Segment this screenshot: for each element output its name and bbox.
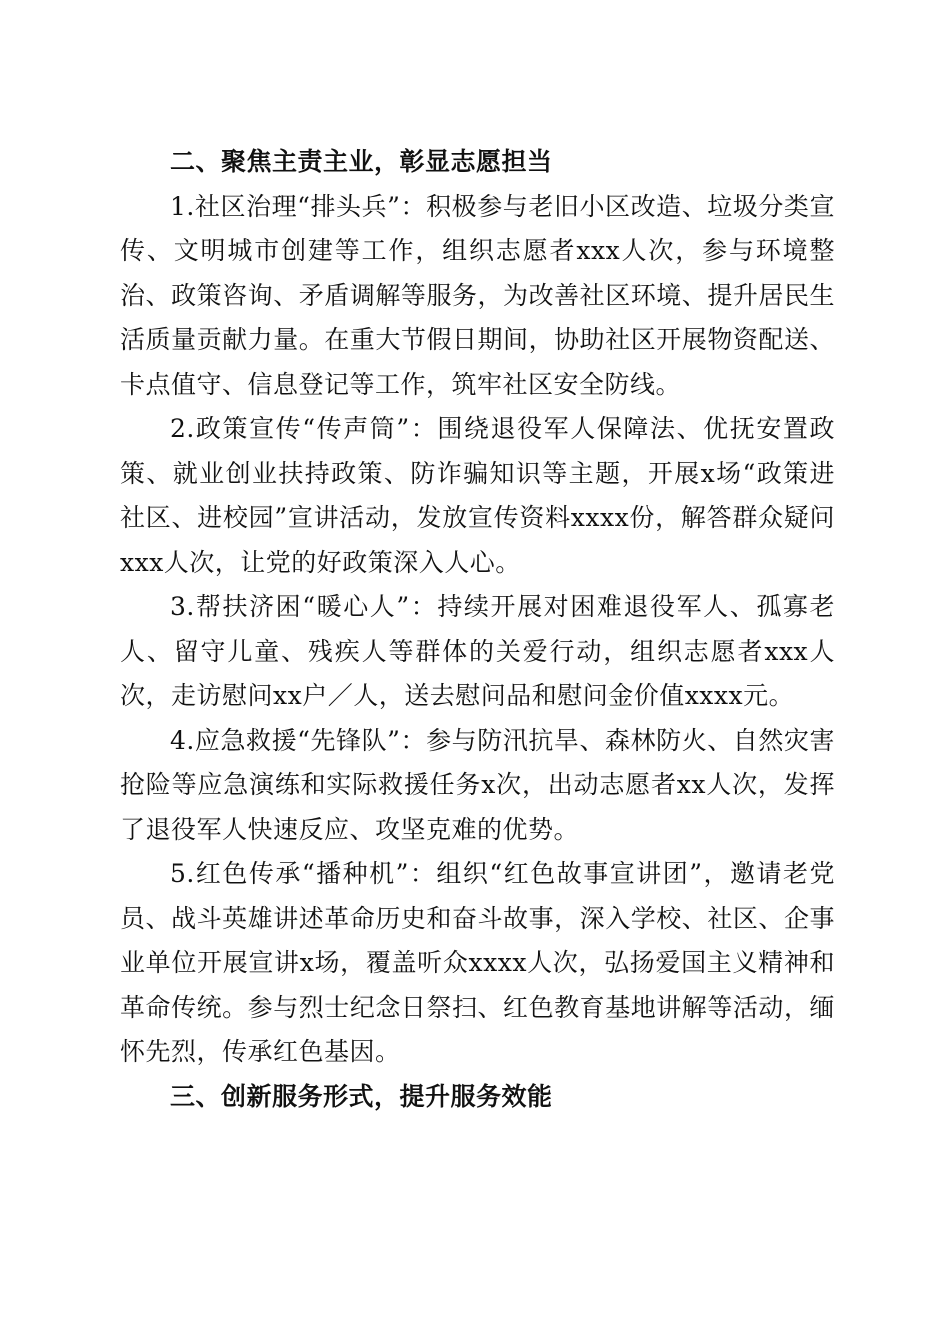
document-body <box>120 140 835 1119</box>
section-heading-3: 三、创新服务形式，提升服务效能 <box>170 1081 553 1111</box>
paragraph-community-governance: 1.社区治理“排头兵”：积极参与老旧小区改造、垃圾分类宣传、文明城市创建等工作，组织志愿者xxx人次，参与环境整治、政策咨询、矛盾调解等服务，为改善社区环境、提升居民生活质量贡献力量。在重大节假日期间，协助社区开展物资配送、卡点值守、信息登记等工作，筑牢社区安全防线。 <box>120 191 835 399</box>
paragraph-policy-publicity: 2.政策宣传“传声筒”：围绕退役军人保障法、优抚安置政策、就业创业扶持政策、防诈骗知识等主题，开展x场“政策进社区、进校园”宣讲活动，发放宣传资料xxxx份，解答群众疑问xxx人次，让党的好政策深入人心。 <box>120 414 835 577</box>
paragraph-red-heritage: 5.红色传承“播种机”：组织“红色故事宣讲团”，邀请老党员、战斗英雄讲述革命历史和奋斗故事，深入学校、社区、企事业单位开展宣讲x场，覆盖听众xxxx人次，弘扬爱国主义精神和革命传统。参与烈士纪念日祭扫、红色教育基地讲解等活动，缅怀先烈，传承红色基因。 <box>120 859 835 1066</box>
section-heading-2: 二、聚焦主责主业，彰显志愿担当 <box>170 147 553 176</box>
paragraph-assistance: 3.帮扶济困“暖心人”：持续开展对困难退役军人、孤寡老人、留守儿童、残疾人等群体的关爱行动，组织志愿者xxx人次，走访慰问xx户／人，送去慰问品和慰问金价值xxxx元。 <box>120 592 835 710</box>
paragraph-emergency-rescue: 4.应急救援“先锋队”：参与防汛抗旱、森林防火、自然灾害抢险等应急演练和实际救援任务x次，出动志愿者xx人次，发挥了退役军人快速反应、攻坚克难的优势。 <box>120 725 835 844</box>
